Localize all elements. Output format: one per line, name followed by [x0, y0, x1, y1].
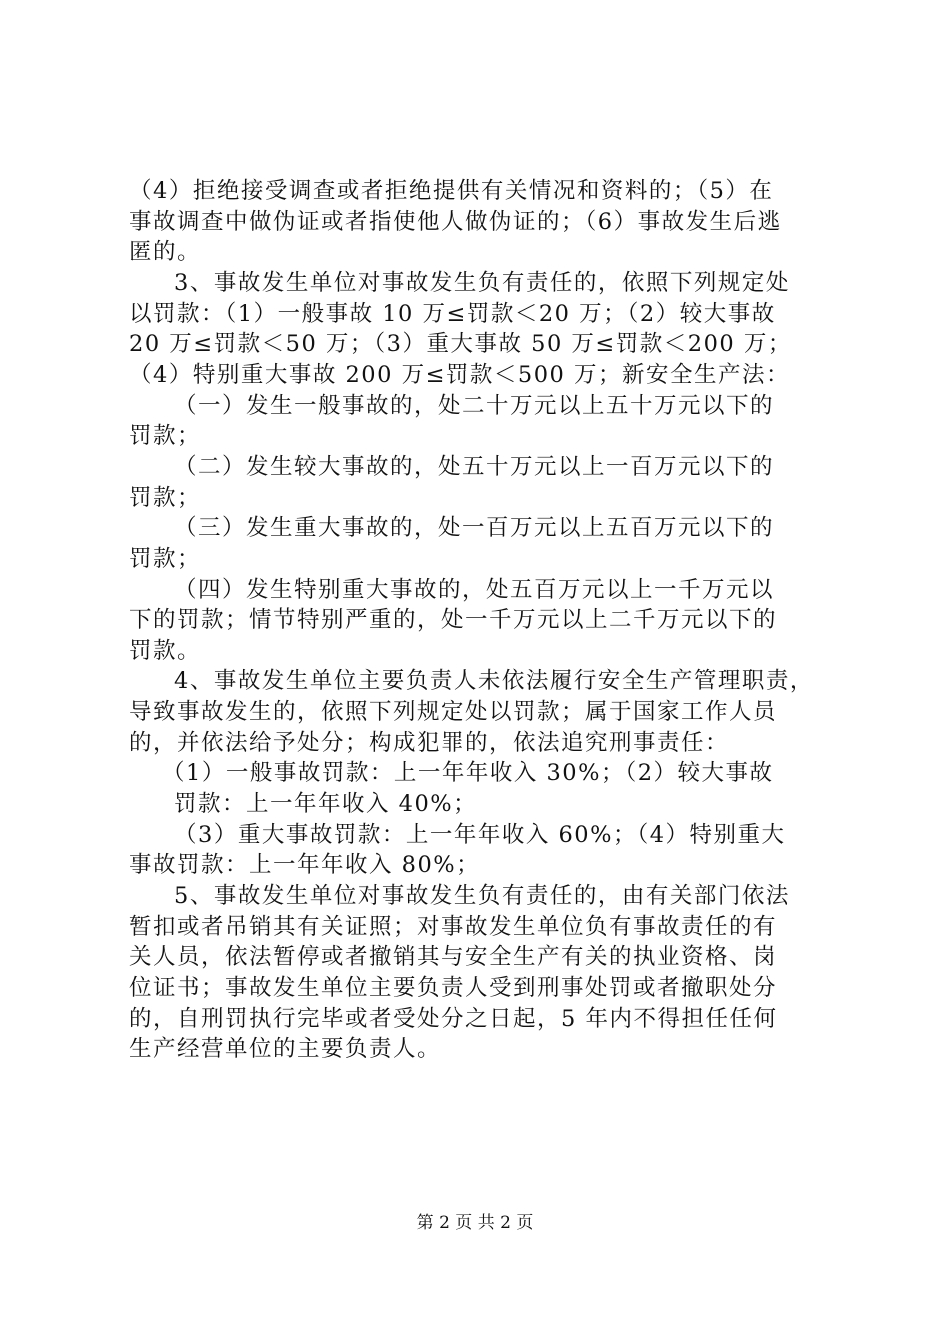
text-line: 下的罚款；情节特别严重的，处一千万元以上二千万元以下的	[129, 607, 778, 633]
text-line: 的，并依法给予处分；构成犯罪的，依法追究刑事责任：	[129, 730, 730, 756]
text-line: 的，自刑罚执行完毕或者受处分之日起，5 年内不得担任任何	[129, 1006, 778, 1032]
text-line: 罚款：上一年年收入 40%；	[174, 791, 478, 817]
text-line: 5、事故发生单位对事故发生负有责任的，由有关部门依法	[174, 883, 790, 909]
text-line: 20 万≤罚款＜50 万；（3）重大事故 50 万≤罚款＜200 万；	[129, 331, 792, 357]
text-line: （四）发生特别重大事故的，处五百万元以上一千万元以	[174, 577, 775, 603]
text-line: 生产经营单位的主要负责人。	[129, 1036, 442, 1062]
text-line: （1）一般事故罚款：上一年年收入 30%；（2）较大事故	[162, 760, 774, 786]
text-line: （三）发生重大事故的，处一百万元以上五百万元以下的	[174, 515, 775, 541]
text-line: （4）拒绝接受调查或者拒绝提供有关情况和资料的；（5）在	[129, 178, 774, 204]
text-line: 关人员，依法暂停或者撤销其与安全生产有关的执业资格、岗	[129, 944, 778, 970]
page-footer	[0, 1212, 950, 1234]
text-line: （一）发生一般事故的，处二十万元以上五十万元以下的	[174, 393, 775, 419]
text-line: （二）发生较大事故的，处五十万元以上一百万元以下的	[174, 454, 775, 480]
text-line: 匿的。	[129, 239, 202, 265]
text-line: 位证书；事故发生单位主要负责人受到刑事处罚或者撤职处分	[129, 975, 778, 1001]
text-line: 罚款。	[129, 638, 202, 664]
text-line: （3）重大事故罚款：上一年年收入 60%；（4）特别重大	[174, 822, 786, 848]
text-line: （4）特别重大事故 200 万≤罚款＜500 万；新安全生产法：	[129, 362, 791, 388]
text-line: 罚款；	[129, 546, 202, 572]
text-line: 导致事故发生的，依照下列规定处以罚款；属于国家工作人员	[129, 699, 778, 725]
text-line: 罚款；	[129, 423, 202, 449]
text-line: 事故罚款：上一年年收入 80%；	[129, 852, 481, 878]
text-line: 事故调查中做伪证或者指使他人做伪证的；（6）事故发生后逃	[129, 209, 782, 235]
page-number-label: 第 2 页 共 2 页	[416, 1213, 534, 1233]
text-line: 罚款；	[129, 485, 202, 511]
text-line: 暂扣或者吊销其有关证照；对事故发生单位负有事故责任的有	[129, 914, 778, 940]
text-line: 4、事故发生单位主要负责人未依法履行安全生产管理职责，	[174, 668, 814, 694]
text-line: 3、事故发生单位对事故发生负有责任的，依照下列规定处	[174, 270, 790, 296]
text-line: 以罚款：（1）一般事故 10 万≤罚款＜20 万；（2）较大事故	[129, 301, 776, 327]
